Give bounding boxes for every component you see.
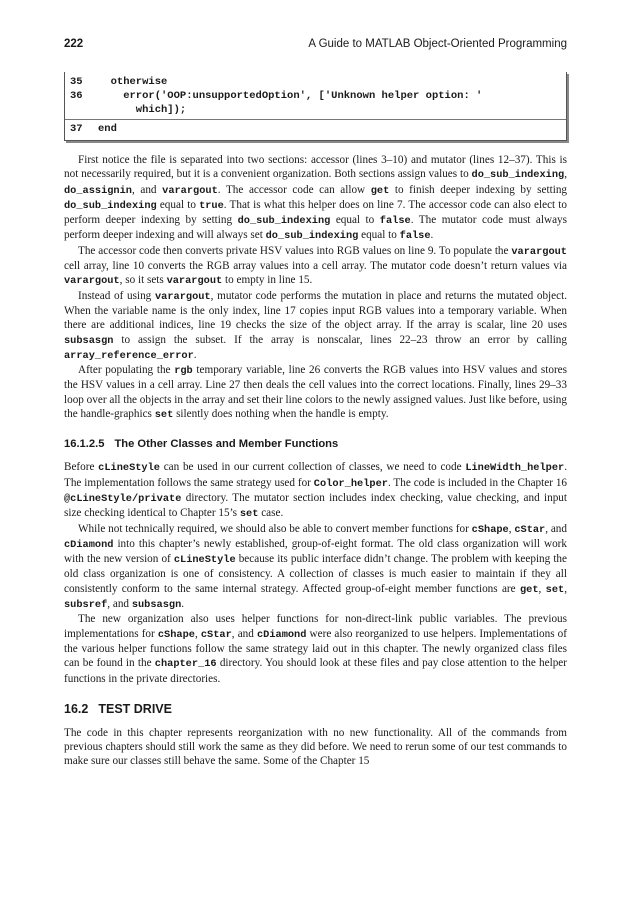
text-run: to finish deeper indexing by setting <box>389 183 568 196</box>
text-run: , <box>508 522 515 535</box>
text-run: , so it sets <box>119 274 167 287</box>
text-run: , <box>564 582 567 595</box>
text-run: because its public interface didn’t change. The problem with keeping the old class organization is one of consistency. A collection of classes is much easier to maintain if they all consistently conform to the same internal strategy. Affected group-of-eight member functions are <box>64 553 567 595</box>
text-run: were also reorganized to use helpers. Implementations of the various helper functions follow the same strategy laid out in this chapter. The newly organized class files can be found in the <box>64 627 567 670</box>
code-text: which]); <box>98 104 187 116</box>
code-term: set <box>154 409 174 422</box>
text-run: into this chapter’s newly established, group-of-eight format. The old class organization will work with the new version of <box>64 537 567 566</box>
code-term: array_reference_error <box>64 349 194 362</box>
text-run: , and <box>107 598 132 611</box>
code-term: do_assignin <box>64 184 132 197</box>
text-run: , <box>538 582 546 595</box>
text-run: The new organization also uses helper functions for non-direct-link public variables. The previous implementations for <box>64 613 567 640</box>
code-term: subsasgn <box>131 599 182 612</box>
code-term: varargout <box>511 245 567 258</box>
book-title: A Guide to MATLAB Object-Oriented Programming <box>308 38 567 50</box>
code-term: do_sub_indexing <box>237 215 331 228</box>
body-paragraph <box>64 522 567 613</box>
code-term: false <box>399 230 431 243</box>
code-term: varargout <box>64 275 120 288</box>
code-text: end <box>98 123 117 135</box>
code-listing <box>64 72 567 141</box>
text-run: to empty in line 15. <box>222 274 313 287</box>
code-term: cDiamond <box>256 628 307 641</box>
body-paragraph <box>64 244 567 289</box>
text-run: cell array, line 10 converts the RGB array values into a cell array. The mutator code doesn’t return values via <box>64 260 567 273</box>
body-paragraph <box>64 460 567 521</box>
text-run: directory. You should look at these files and pay close attention to the helper functions in the private directories. <box>64 657 567 685</box>
text-run: , mutator code performs the mutation in place and returns the mutated object. When the variable name is the only index, line 17 copies input RGB values into a temporary variable. When there are additional indices, line 19 checks the size of the object array. If the array is scalar, line 20 uses <box>64 289 567 332</box>
text-run: . <box>430 229 434 242</box>
text-run: The accessor code then converts private HSV values into RGB values on line 9. To populate the <box>78 244 512 257</box>
text-run: , and <box>131 183 163 196</box>
text-run: . <box>193 348 197 361</box>
text-run: Instead of using <box>78 289 155 302</box>
text-run: temporary variable, line 26 converts the RGB values into HSV values and stores the HSV values in a cell array. Line 27 then deals the cell values into the correct locations. Finally, lines 29–33 loop over all the objects in the array and set their line colors to the newly assigned values. Just like before, using the handle-graphics <box>64 364 567 421</box>
code-term: do_sub_indexing <box>64 199 157 212</box>
text-run: . The implementation follows the same strategy used for <box>64 461 567 489</box>
running-header <box>64 38 567 50</box>
text-run: First notice the file is separated into two sections: accessor (lines 3–10) and mutator (lines 12–37). This is not necessarily required, but it is a convenient organization. Both sections assign values to <box>64 154 567 181</box>
code-term: true <box>199 199 224 212</box>
code-term: Color_helper <box>313 477 388 490</box>
page-number: 222 <box>64 38 84 50</box>
text-run: , and <box>545 522 567 535</box>
code-term: varargout <box>166 275 223 288</box>
code-line <box>65 103 566 117</box>
text-run: equal to <box>156 198 200 211</box>
page <box>64 38 567 769</box>
body-paragraph <box>64 726 567 769</box>
text-run: case. <box>258 507 284 520</box>
code-term: @cLineStyle/private <box>64 492 182 505</box>
text-run: equal to <box>358 229 400 242</box>
code-text: otherwise <box>98 76 168 88</box>
text-run: After populating the <box>78 364 175 377</box>
line-number: 35 <box>70 76 83 88</box>
text-run: can be used in our current collection of classes, we need to code <box>159 461 466 474</box>
text-run: to assign the subset. If the array is nonscalar, lines 22–23 throw an error by calling <box>113 333 567 346</box>
code-line <box>65 75 566 89</box>
code-term: varargout <box>155 290 211 303</box>
code-term: do_sub_indexing <box>471 169 565 182</box>
text-run: , <box>194 627 201 640</box>
text-run: silently does nothing when the handle is empty. <box>173 408 389 421</box>
code-term: cShape <box>471 523 509 536</box>
code-term: rgb <box>174 365 193 378</box>
section-heading <box>64 702 567 716</box>
text-run: While not technically required, we should also be able to convert member functions for <box>78 522 472 535</box>
body-paragraph <box>64 363 567 422</box>
text-run: Before <box>64 461 99 474</box>
text-run: , <box>564 168 567 181</box>
subsection-title: The Other Classes and Member Functions <box>114 438 339 451</box>
text-run: . The accessor code can allow <box>217 183 371 196</box>
line-number <box>65 103 98 117</box>
line-number: 37 <box>70 123 83 135</box>
code-text: error('OOP:unsupportedOption', ['Unknown helper option: ' <box>98 90 483 102</box>
text-run: , and <box>231 627 257 640</box>
text-run: . The code is included in the Chapter 16 <box>387 476 568 489</box>
code-term: false <box>379 215 411 228</box>
code-term: chapter_16 <box>154 658 217 671</box>
code-term: do_sub_indexing <box>265 230 359 243</box>
text-run: . The mutator code must always perform deeper indexing and will always set <box>64 214 567 242</box>
code-line <box>65 119 566 136</box>
body-paragraph <box>64 153 567 244</box>
code-term: subsref <box>64 599 108 612</box>
text-run: The code in this chapter represents reorganization with no new functionality. All of the commands from previous chapters should still work the same as they did before. We need to rerun some of our test commands to make sure our classes still behave the same. Some of the Chapter 15 <box>64 726 567 768</box>
code-term: cDiamond <box>64 538 114 551</box>
subsection-number: 16.1.2.5 <box>64 438 105 451</box>
code-term: varargout <box>162 184 218 197</box>
code-term: set <box>239 508 259 521</box>
code-term: subsasgn <box>64 334 114 347</box>
code-term: cLineStyle <box>173 554 236 567</box>
code-term: cStar <box>200 628 232 641</box>
text-run: . <box>181 598 185 611</box>
code-term: cLineStyle <box>98 462 160 475</box>
code-term: cStar <box>514 523 546 536</box>
section-number: 16.2 <box>64 701 89 716</box>
text-run: . That is what this helper does on line 7. The accessor code can also elect to perform deeper indexing by setting <box>64 198 567 227</box>
code-line <box>65 89 566 103</box>
section-title: TEST DRIVE <box>98 701 172 716</box>
code-term: cShape <box>157 628 195 641</box>
text-run: equal to <box>330 214 380 227</box>
code-term: LineWidth_helper <box>465 462 565 475</box>
line-number: 36 <box>70 90 83 102</box>
code-term: set <box>545 583 565 596</box>
subsection-heading <box>64 438 567 450</box>
body-paragraph <box>64 289 567 363</box>
code-term: get <box>370 184 390 197</box>
text-run: directory. The mutator section includes index checking, value checking, and input size checking identical to Chapter 15’s <box>64 491 567 520</box>
code-term: get <box>519 583 539 596</box>
body-paragraph <box>64 612 567 685</box>
